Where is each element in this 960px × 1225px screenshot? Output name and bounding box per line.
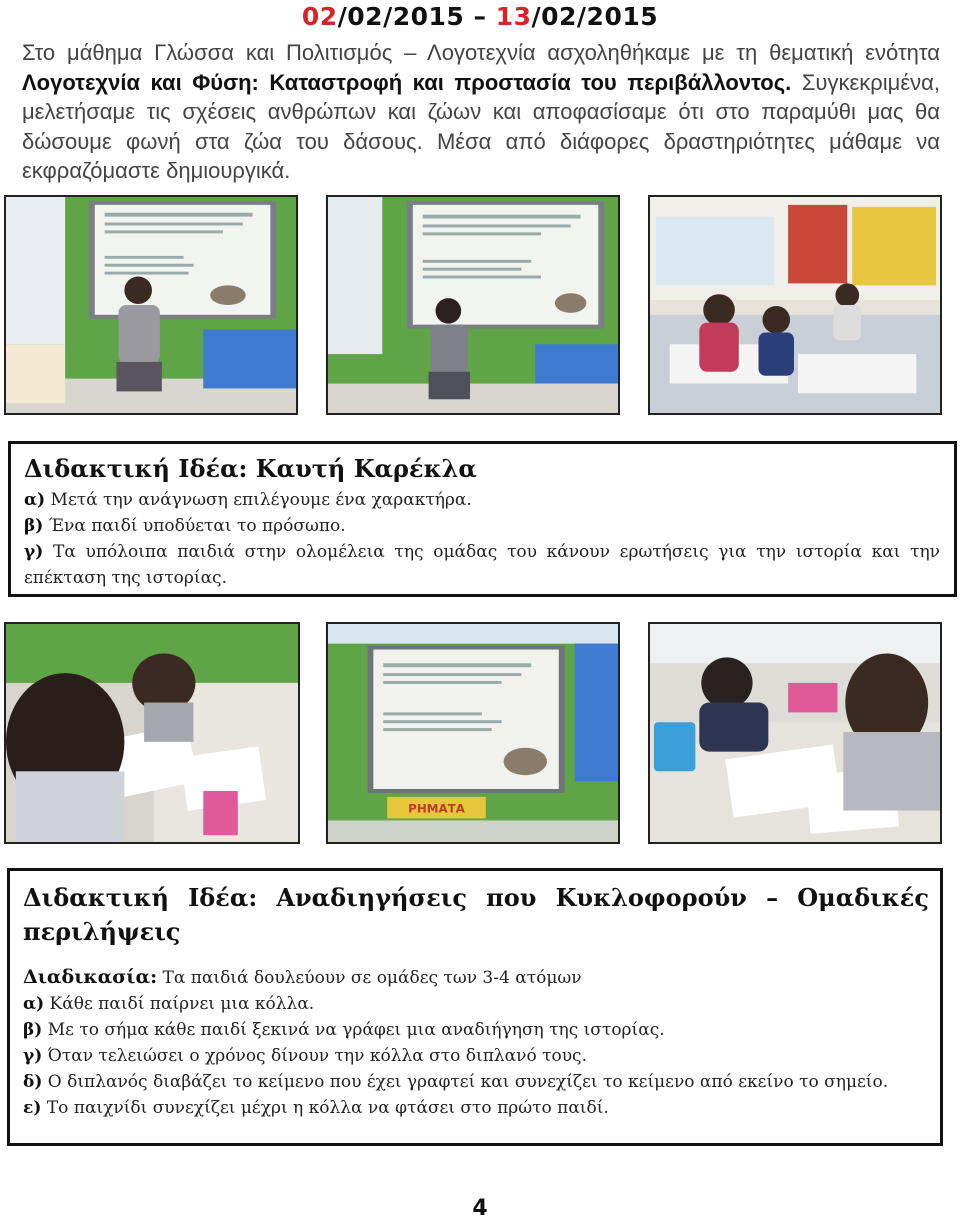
step-text: Ένα παιδί υποδύεται το πρόσωπο. [43, 516, 346, 536]
hot-seat-step-a [24, 487, 940, 513]
group-step-b [23, 1017, 926, 1043]
step-marker: γ) [23, 1046, 43, 1066]
procedure-label: Διαδικασία: [23, 966, 158, 988]
intro-text-2: Συγκεκριμένα, μελετήσαμε τις σχέσεις ανθρώπων και ζώων και αποφασίσαμε ότι στο παραμύθι μας θα δώσουμε φωνή στα ζώα του δάσους. Μέσα από διάφορες δραστηριότητες μάθαμε να εκφραζόμαστε δημιουργικά. [22, 69, 940, 183]
step-text: Το παιχνίδι συνεχίζει μέχρι η κόλλα να φτάσει στο πρώτο παιδί. [41, 1098, 609, 1118]
hot-seat-step-b [24, 513, 940, 539]
step-text: Κάθε παιδί παίρνει μια κόλλα. [44, 994, 315, 1014]
group-step-c [23, 1043, 926, 1069]
step-marker: δ) [23, 1072, 43, 1092]
group-step-a [23, 991, 926, 1017]
date-end-day: 13 [495, 2, 532, 31]
teaching-idea-hot-seat-box [8, 441, 957, 597]
step-marker: ε) [23, 1098, 42, 1118]
date-start-day: 02 [301, 2, 338, 31]
photo-girls-writing [4, 622, 300, 844]
photo-classroom-hands-up [648, 195, 942, 415]
photo-boy-hot-seat [326, 195, 620, 415]
step-text: Όταν τελειώσει ο χρόνος δίνουν την κόλλα στο διπλανό τους. [42, 1046, 587, 1066]
procedure-line [23, 964, 926, 991]
step-marker: α) [23, 994, 45, 1014]
group-step-d [23, 1069, 926, 1095]
step-text: Με το σήμα κάθε παιδί ξεκινά να γράφει μια αναδιήγηση της ιστορίας. [42, 1020, 665, 1040]
teaching-idea-group-summaries-box [7, 868, 943, 1146]
date-start-rest: /02/2015 – [337, 2, 496, 31]
photo-boy-girl-writing [648, 622, 942, 844]
photo-girl-hot-seat [4, 195, 298, 415]
step-text: Ο διπλανός διαβάζει το κείμενο που έχει γραφτεί και συνεχίζει το κείμενο από εκείνο το σημείο. [42, 1072, 889, 1092]
step-marker: β) [24, 516, 44, 536]
step-marker: α) [24, 490, 46, 510]
group-step-e [23, 1095, 926, 1121]
photo-board-bear-slide [326, 622, 620, 844]
intro-text-1: Στο μάθημα Γλώσσα και Πολιτισμός – Λογοτεχνία ασχοληθήκαμε με τη θεματική ενότητα [22, 40, 940, 65]
step-marker: β) [23, 1020, 43, 1040]
intro-bold-topic: Λογοτεχνία και Φύση: Καταστροφή και προστασία του περιβάλλοντος. [22, 69, 792, 95]
hot-seat-title: Διδακτική Ιδέα: Καυτή Καρέκλα [24, 454, 477, 483]
step-marker: γ) [24, 542, 44, 562]
group-summaries-title: Διδακτική Ιδέα: Αναδιηγήσεις που Κυκλοφορούν – Ομαδικές περιλήψεις [23, 883, 929, 946]
step-text: Τα υπόλοιπα παιδιά στην ολομέλεια της ομάδας του κάνουν ερωτήσεις για την ιστορία και την επέκταση της ιστορίας. [24, 542, 940, 588]
hot-seat-step-c [24, 539, 940, 591]
date-range-header [0, 2, 960, 31]
step-text: Μετά την ανάγνωση επιλέγουμε ένα χαρακτήρα. [45, 490, 472, 510]
intro-paragraph [22, 38, 940, 186]
date-end-rest: /02/2015 [531, 2, 659, 31]
board-label-text: ΡΗΜΑΤΑ [408, 801, 465, 816]
procedure-text: Τα παιδιά δουλεύουν σε ομάδες των 3-4 ατόμων [157, 968, 582, 988]
page-number: 4 [472, 1196, 488, 1221]
